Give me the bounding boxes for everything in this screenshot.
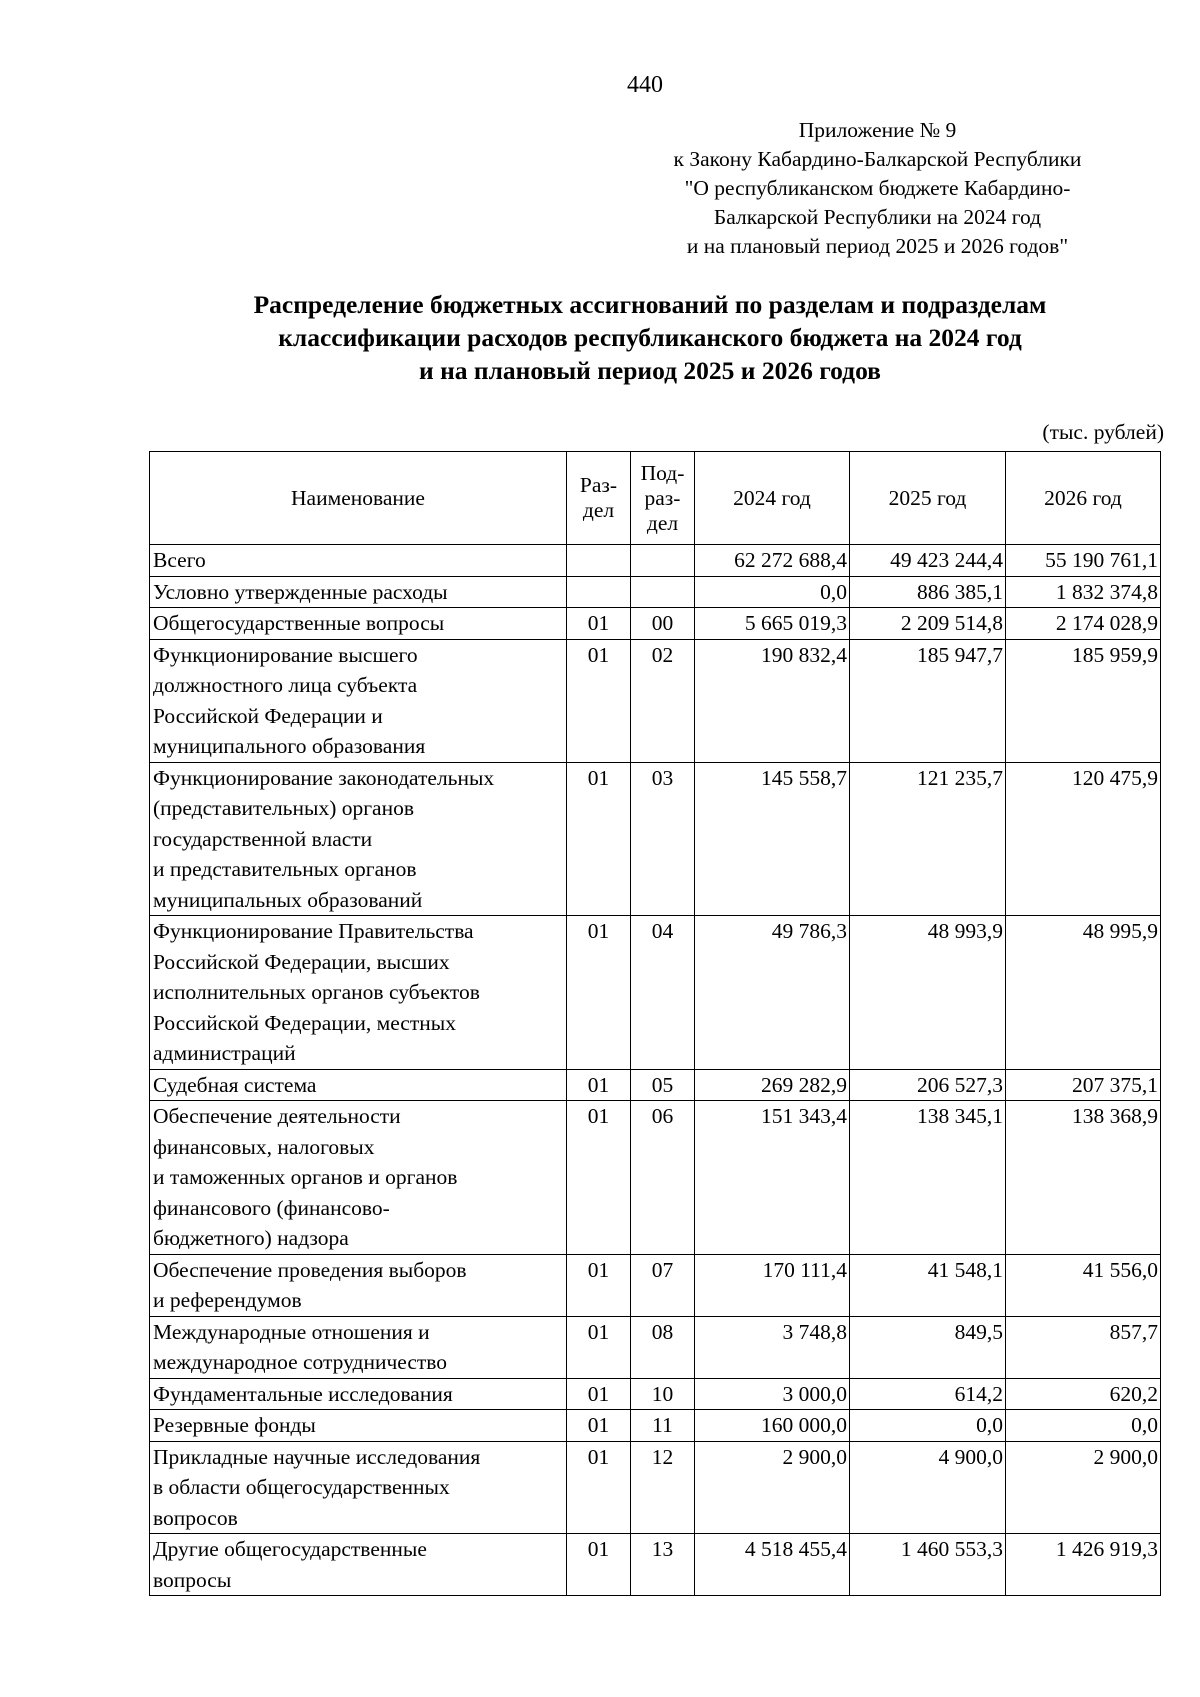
row-name-line: администраций [153,1041,296,1065]
appendix-line: Балкарской Республики на 2024 год [713,205,1042,229]
row-value-2026: 1 426 919,3 [1006,1534,1161,1596]
row-name-line: и таможенных органов и органов [153,1165,458,1189]
row-name-line: Условно утвержденные расходы [153,579,448,604]
row-name-line: Общегосударственные вопросы [153,611,445,635]
row-name-line: Судебная система [153,1072,317,1097]
row-value-2026: 207 375,1 [1006,1069,1161,1101]
row-name-line: муниципального образования [153,734,426,758]
row-value-2024: 170 111,4 [695,1254,850,1316]
table-row [150,639,1161,762]
row-name-line: в области общегосударственных [153,1475,450,1499]
row-subsection: 13 [631,1534,695,1596]
row-value-2025: 185 947,7 [850,639,1006,762]
row-value-2024: 190 832,4 [695,639,850,762]
row-name [150,639,567,762]
header-2024: 2024 год [695,452,850,545]
appendix-line: Приложение № 9 [798,118,957,142]
row-subsection: 03 [631,762,695,916]
row-section [567,576,631,608]
row-section: 01 [567,608,631,640]
row-section: 01 [567,1534,631,1596]
row-name-line: Российской Федерации и [153,703,383,728]
row-value-2026: 55 190 761,1 [1006,545,1161,577]
row-subsection: 00 [631,608,695,640]
row-value-2025: 41 548,1 [850,1254,1006,1316]
table-row [150,1378,1161,1410]
row-section: 01 [567,639,631,762]
row-value-2026: 138 368,9 [1006,1101,1161,1255]
row-name [150,1101,567,1255]
table-row [150,1069,1161,1101]
row-section: 01 [567,1316,631,1378]
row-name [150,1254,567,1316]
row-name-line: государственной власти [153,826,373,851]
row-value-2024: 62 272 688,4 [695,545,850,577]
table-row [150,1101,1161,1255]
row-name-line: Прикладные научные исследования [153,1444,481,1469]
row-value-2026: 1 832 374,8 [1006,576,1161,608]
row-section: 01 [567,762,631,916]
row-subsection: 12 [631,1441,695,1534]
row-value-2024: 2 900,0 [695,1441,850,1534]
appendix-note [600,116,1155,261]
row-value-2025: 121 235,7 [850,762,1006,916]
row-name-line: Российской Федерации, местных [153,1010,456,1035]
row-value-2024: 269 282,9 [695,1069,850,1101]
row-value-2024: 4 518 455,4 [695,1534,850,1596]
budget-table [149,451,1161,1596]
row-value-2025: 48 993,9 [850,916,1006,1070]
units-label: (тыс. рублей) [1042,420,1164,444]
row-value-2026: 48 995,9 [1006,916,1161,1070]
row-name-line: финансового (финансово- [153,1195,390,1220]
title-line: классификации расходов республиканского бюджета на 2024 год [278,323,1022,352]
row-name-line: Обеспечение проведения выборов [153,1257,467,1282]
row-subsection: 10 [631,1378,695,1410]
row-value-2025: 886 385,1 [850,576,1006,608]
row-name-line: и референдумов [153,1288,302,1312]
document-title [150,288,1150,387]
row-name-line: Обеспечение деятельности [153,1104,401,1128]
row-value-2024: 5 665 019,3 [695,608,850,640]
row-subsection: 02 [631,639,695,762]
table-row [150,1441,1161,1534]
row-name-line: Всего [153,548,206,572]
row-name-line: Международные отношения и [153,1319,430,1344]
row-value-2026: 857,7 [1006,1316,1161,1378]
row-value-2025: 138 345,1 [850,1101,1006,1255]
row-name-line: Функционирование высшего [153,642,418,667]
row-subsection: 11 [631,1410,695,1442]
appendix-line: и на плановый период 2025 и 2026 годов" [686,234,1069,258]
row-subsection: 04 [631,916,695,1070]
row-subsection: 08 [631,1316,695,1378]
row-value-2026: 2 900,0 [1006,1441,1161,1534]
row-value-2026: 120 475,9 [1006,762,1161,916]
row-value-2025: 849,5 [850,1316,1006,1378]
title-line: Распределение бюджетных ассигнований по разделам и подразделам [253,290,1047,319]
row-name [150,916,567,1070]
row-value-2026: 0,0 [1006,1410,1161,1442]
row-name-line: вопросы [153,1567,232,1592]
row-name [150,1534,567,1596]
row-name-line: Функционирование законодательных [153,765,495,790]
table-body [150,545,1161,1596]
row-value-2024: 160 000,0 [695,1410,850,1442]
header-section: Раз- дел [567,452,631,545]
row-subsection [631,576,695,608]
row-value-2024: 3 748,8 [695,1316,850,1378]
row-name-line: Функционирование Правительства [153,919,474,943]
appendix-line: "О республиканском бюджете Кабардино- [684,176,1071,200]
row-name [150,576,567,608]
header-2025: 2025 год [850,452,1006,545]
row-subsection: 06 [631,1101,695,1255]
row-subsection: 05 [631,1069,695,1101]
row-section: 01 [567,1101,631,1255]
table-row [150,576,1161,608]
table-row [150,1254,1161,1316]
row-name-line: международное сотрудничество [153,1350,448,1374]
row-value-2026: 620,2 [1006,1378,1161,1410]
row-subsection: 07 [631,1254,695,1316]
row-section: 01 [567,1069,631,1101]
row-value-2024: 145 558,7 [695,762,850,916]
row-name-line: вопросов [153,1505,238,1530]
row-section: 01 [567,1378,631,1410]
header-2026: 2026 год [1006,452,1161,545]
row-value-2026: 185 959,9 [1006,639,1161,762]
table-row [150,762,1161,916]
row-value-2025: 206 527,3 [850,1069,1006,1101]
row-value-2025: 49 423 244,4 [850,545,1006,577]
table-row [150,1316,1161,1378]
row-name-line: бюджетного) надзора [153,1226,349,1250]
row-value-2024: 0,0 [695,576,850,608]
table-header-row [150,452,1161,545]
table-row [150,608,1161,640]
row-name-line: Российской Федерации, высших [153,949,450,974]
row-section: 01 [567,1254,631,1316]
row-name-line: и представительных органов [153,857,417,881]
row-name [150,545,567,577]
row-name-line: финансовых, налоговых [153,1134,375,1159]
row-value-2025: 2 209 514,8 [850,608,1006,640]
row-name-line: Резервные фонды [153,1413,316,1437]
row-section: 01 [567,1410,631,1442]
header-subsection: Под- раз- дел [631,452,695,545]
row-value-2025: 4 900,0 [850,1441,1006,1534]
header-name: Наименование [150,452,567,545]
row-name-line: Фундаментальные исследования [153,1381,453,1406]
row-name-line: (представительных) органов [153,796,414,820]
row-value-2024: 49 786,3 [695,916,850,1070]
row-name [150,608,567,640]
row-name [150,1316,567,1378]
row-section: 01 [567,916,631,1070]
row-value-2024: 151 343,4 [695,1101,850,1255]
row-name [150,1378,567,1410]
table-row [150,545,1161,577]
row-name [150,1069,567,1101]
table-row [150,1534,1161,1596]
page-number: 440 [627,72,663,98]
row-name-line: Другие общегосударственные [153,1537,427,1561]
row-name-line: должностного лица субъекта [153,673,418,697]
row-name [150,1441,567,1534]
row-name [150,762,567,916]
row-value-2026: 41 556,0 [1006,1254,1161,1316]
row-value-2025: 0,0 [850,1410,1006,1442]
table-row [150,916,1161,1070]
row-value-2025: 614,2 [850,1378,1006,1410]
appendix-line: к Закону Кабардино-Балкарской Республики [673,147,1082,171]
row-name [150,1410,567,1442]
row-section: 01 [567,1441,631,1534]
row-value-2024: 3 000,0 [695,1378,850,1410]
row-name-line: муниципальных образований [153,887,423,912]
table-row [150,1410,1161,1442]
row-section [567,545,631,577]
row-subsection [631,545,695,577]
row-value-2026: 2 174 028,9 [1006,608,1161,640]
row-value-2025: 1 460 553,3 [850,1534,1006,1596]
title-line: и на плановый период 2025 и 2026 годов [419,356,881,385]
row-name-line: исполнительных органов субъектов [153,980,480,1004]
